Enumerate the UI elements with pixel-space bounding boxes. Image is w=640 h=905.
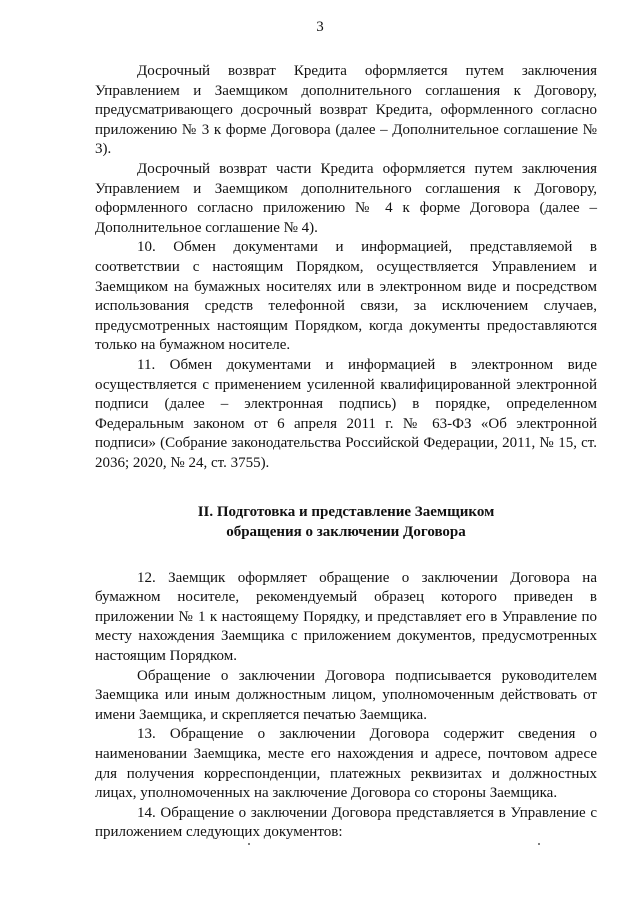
paragraph-partial-repayment: Досрочный возврат части Кредита оформляется путем заключения Управлением и Заемщиком дополнительного соглашения к Договору, оформленного согласно приложению № 4 к форме Договора (далее – Дополнительное соглашение № 4). bbox=[95, 160, 597, 236]
paragraph-13: 13. Обращение о заключении Договора содержит сведения о наименовании Заемщика, месте его нахождения и адресе, почтовом адресе для получения корреспонденции, платежных реквизитах и должностных лицах, уполномоченных на заключение Договора со стороны Заемщика. bbox=[95, 726, 597, 802]
section-heading-line-2: обращения о заключении Договора bbox=[226, 524, 466, 541]
scan-speck bbox=[248, 843, 250, 845]
paragraph-14: 14. Обращение о заключении Договора представляется в Управление с приложением следующих документов: bbox=[95, 804, 597, 841]
paragraph-11: 11. Обмен документами и информацией в электронном виде осуществляется с применением усиленной квалифицированной электронной подписи (далее – электронная подпись) в порядке, определенном Федеральным законом от 6 апреля 2011 г. № 63-ФЗ «Об электронной подписи» (Собрание законодательства Российской Федерации, 2011, № 15, ст. 2036; 2020, № 24, ст. 3755). bbox=[95, 356, 597, 471]
paragraph-signature: Обращение о заключении Договора подписывается руководителем Заемщика или иным должностным лицом, уполномоченным действовать от имени Заемщика, и скрепляется печатью Заемщика. bbox=[95, 667, 597, 723]
paragraph-10: 10. Обмен документами и информацией, представляемой в соответствии с настоящим Порядком, осуществляется Управлением и Заемщиком на бумажных носителях или в электронном виде и посредством использования средств телефонной связи, за исключением случаев, предусмотренных настоящим Порядком, когда документы предоставляются только на бумажном носителе. bbox=[95, 239, 597, 354]
scan-speck bbox=[538, 843, 540, 845]
paragraph-12: 12. Заемщик оформляет обращение о заключении Договора на бумажном носителе, рекомендуемый образец которого приведен в приложении № 1 к настоящему Порядку, и представляет его в Управление по месту нахождения Заемщика с приложением документов, предусмотренных настоящим Порядком. bbox=[95, 569, 597, 665]
paragraph-early-repayment: Досрочный возврат Кредита оформляется путем заключения Управлением и Заемщиком дополнительного соглашения к Договору, предусматривающего досрочный возврат Кредита, оформленного согласно приложению № 3 к форме Договора (далее – Дополнительное соглашение № 3). bbox=[95, 63, 597, 158]
section-heading-line-1: II. Подготовка и представление Заемщиком bbox=[197, 504, 495, 521]
section-heading bbox=[95, 503, 597, 542]
document-body bbox=[95, 62, 597, 843]
page-number: 3 bbox=[316, 19, 324, 35]
